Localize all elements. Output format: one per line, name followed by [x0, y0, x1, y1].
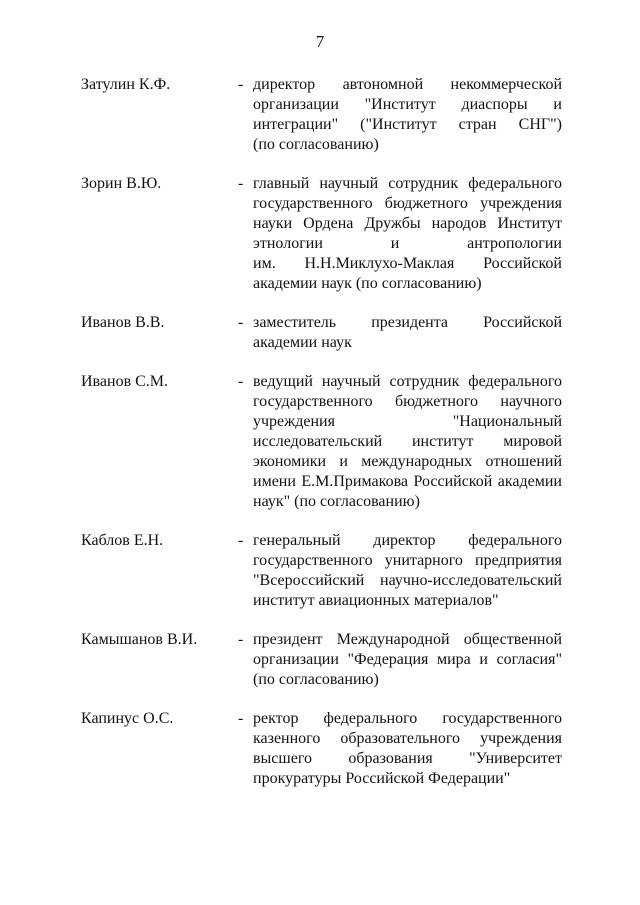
member-dash: -	[238, 314, 244, 331]
position-line: казенного образовательного учреждения	[253, 730, 562, 747]
position-line: наук" (по согласованию)	[253, 493, 420, 510]
position-line: им. Н.Н.Миклухо-Маклая Российской	[253, 255, 562, 272]
position-line: государственного бюджетного научного	[253, 393, 562, 410]
member-name: Капинус О.С.	[81, 710, 174, 727]
position-line: ведущий научный сотрудник федерального	[253, 373, 562, 390]
member-position	[253, 372, 562, 512]
member-name: Зорин В.Ю.	[81, 175, 162, 192]
member-entry	[0, 630, 640, 690]
position-line: президент Международной общественной	[253, 631, 562, 648]
position-line: этнологии и антропологии	[253, 235, 562, 252]
member-position	[253, 709, 562, 789]
position-line: (по согласованию)	[253, 136, 379, 153]
position-line: имени Е.М.Примакова Российской академии	[253, 473, 562, 490]
position-line: академии наук (по согласованию)	[253, 275, 482, 292]
member-name: Иванов С.М.	[81, 373, 169, 390]
member-position	[253, 313, 562, 353]
member-dash: -	[238, 175, 244, 192]
page-number: 7	[315, 32, 325, 51]
position-line: организации "Институт диаспоры и	[253, 96, 562, 113]
member-entry	[0, 372, 640, 512]
position-line: "Всероссийский научно-исследовательский	[253, 572, 562, 589]
member-name: Иванов В.В.	[81, 314, 165, 331]
position-line: академии наук	[253, 334, 352, 351]
member-name: Затулин К.Ф.	[81, 76, 171, 93]
member-position	[253, 630, 562, 690]
position-line: ректор федерального государственного	[253, 710, 562, 727]
position-line: институт авиационных материалов"	[253, 592, 499, 609]
member-position	[253, 531, 562, 611]
position-line: учреждения "Национальный	[253, 413, 562, 430]
position-line: главный научный сотрудник федерального	[253, 175, 562, 192]
position-line: экономики и международных отношений	[253, 453, 562, 470]
position-line: исследовательский институт мировой	[253, 433, 562, 450]
position-line: государственного бюджетного учреждения	[253, 195, 562, 212]
member-dash: -	[238, 532, 244, 549]
position-line: государственного унитарного предприятия	[253, 552, 562, 569]
position-line: науки Ордена Дружбы народов Институт	[253, 215, 562, 232]
member-position	[253, 75, 562, 155]
member-entry	[0, 313, 640, 353]
member-name: Камышанов В.И.	[81, 631, 198, 648]
member-position	[253, 174, 562, 294]
member-dash: -	[238, 76, 244, 93]
member-entry	[0, 531, 640, 611]
member-dash: -	[238, 373, 244, 390]
member-entry	[0, 709, 640, 789]
position-line: высшего образования "Университет	[253, 750, 562, 767]
position-line: (по согласованию)	[253, 671, 379, 688]
position-line: интеграции" ("Институт стран СНГ")	[253, 116, 562, 133]
member-dash: -	[238, 631, 244, 648]
position-line: генеральный директор федерального	[253, 532, 562, 549]
position-line: заместитель президента Российской	[253, 314, 562, 331]
position-line: директор автономной некоммерческой	[253, 76, 562, 93]
position-line: прокуратуры Российской Федерации"	[253, 770, 511, 787]
member-name: Каблов Е.Н.	[81, 532, 164, 549]
member-dash: -	[238, 710, 244, 727]
position-line: организации "Федерация мира и согласия"	[253, 651, 562, 668]
member-entry	[0, 174, 640, 294]
member-entry	[0, 75, 640, 155]
members-list	[0, 75, 640, 808]
